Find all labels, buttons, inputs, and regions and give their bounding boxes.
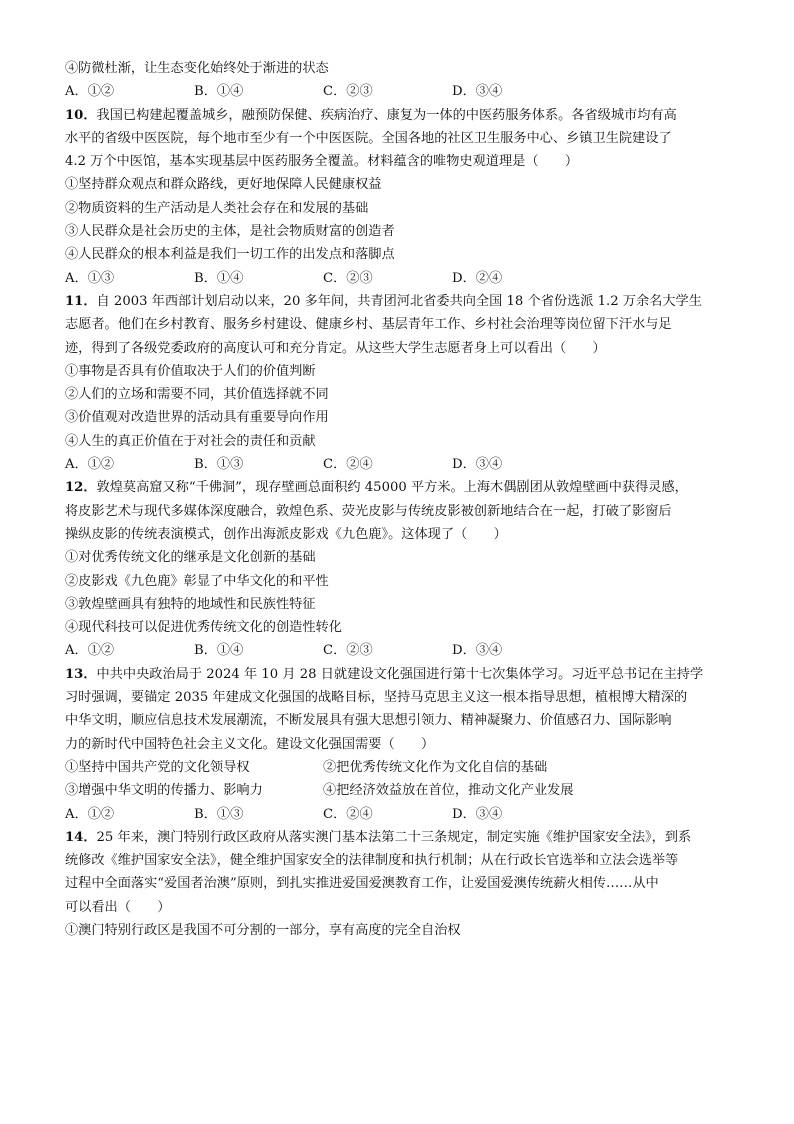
q13-item-3: ③增强中华文明的传播力、影响力 [65, 783, 263, 799]
q10-item-3: ③人民群众是社会历史的主体，是社会物质财富的创造者 [65, 224, 395, 240]
q11-option-a[interactable]: A．①② [65, 457, 115, 473]
q12-item-2: ②皮影戏《九色鹿》彰显了中华文化的和平性 [65, 573, 329, 589]
q10-options [65, 267, 737, 290]
q10-stem-line-1: 10．我国已构建起覆盖城乡，融预防保健、疾病治疗、康复为一体的中医药服务体系。各省级城市均有高 [65, 107, 677, 123]
q14-item-1: ①澳门特别行政区是我国不可分割的一部分，享有高度的完全自治权 [65, 922, 461, 938]
q13-items-row-2 [65, 779, 737, 802]
q13-stem-line-2: 习时强调，要锚定 2035 年建成文化强国的战略目标，坚持马克思主义这一根本指导思想，植根博大精深的 [65, 690, 688, 706]
q13-item-1: ①坚持中国共产党的文化领导权 [65, 759, 250, 775]
q13-stem-line-4: 力的新时代中国特色社会主义文化。建设文化强国需要（ ） [65, 736, 435, 752]
q10-item-2: ②物质资料的生产活动是人类社会存在和发展的基础 [65, 200, 369, 216]
q11-number: 11． [65, 293, 97, 309]
q12-item-3: ③敦煌壁画具有独特的地域性和民族性特征 [65, 596, 316, 612]
q10-number: 10． [65, 107, 97, 123]
q10-item-4: ④人民群众的根本利益是我们一切工作的出发点和落脚点 [65, 247, 395, 263]
q10-stem-line-2: 水平的省级中医医院，每个地市至少有一个中医医院。全国各地的社区卫生服务中心、乡镇卫生院建设了 [65, 130, 672, 146]
q13-option-a[interactable]: A．①② [65, 806, 115, 822]
q13-number: 13． [65, 666, 97, 682]
q11-option-b[interactable]: B．①③ [194, 457, 244, 473]
q13-item-4: ④把经济效益放在首位，推动文化产业发展 [323, 783, 574, 799]
q14-number: 14． [65, 829, 97, 845]
q9-option-c[interactable]: C．②③ [323, 84, 373, 100]
q9-item-4: ④防微杜渐，让生态变化始终处于渐进的状态 [65, 61, 329, 76]
q12-option-c[interactable]: C．②③ [323, 643, 373, 659]
q9-option-d[interactable]: D．③④ [452, 84, 503, 100]
q10-option-c[interactable]: C．②③ [323, 270, 373, 286]
q12-stem-line-2: 将皮影艺术与现代多媒体深度融合，敦煌色系、荧光皮影与传统皮影被创新地结合在一起，打破了影窗后 [65, 503, 672, 519]
q12-options [65, 639, 737, 662]
q11-option-d[interactable]: D．③④ [452, 457, 503, 473]
q12-stem-line-3: 操纵皮影的传统表演模式，创作出海派皮影戏《九色鹿》。这体现了（ ） [65, 526, 507, 542]
q12-stem-line-1: 12．敦煌莫高窟又称“千佛洞”，现存壁画总面积约 45000 平方米。上海木偶剧团从敦煌壁画中获得灵感， [65, 480, 688, 496]
q9-option-a[interactable]: A．①② [65, 84, 115, 100]
q14-stem-line-3: 过程中全面落实“爱国者治澳”原则，到扎实推进爱国爱澳教育工作，让爱国爱澳传统薪火相传……从中 [65, 876, 659, 892]
q11-stem-line-3: 迹，得到了各级党委政府的高度认可和充分肯定。从这些大学生志愿者身上可以看出（ ） [65, 340, 606, 356]
q9-options [65, 80, 737, 103]
q11-item-4: ④人生的真正价值在于对社会的责任和贡献 [65, 433, 316, 449]
q13-option-c[interactable]: C．②④ [323, 806, 373, 822]
q11-option-c[interactable]: C．②④ [323, 457, 373, 473]
q11-stem-line-1: 11．自 2003 年西部计划启动以来，20 多年间，共青团河北省委共向全国 18 个省份选派 1.2 万余名大学生 [65, 293, 702, 309]
q11-item-3: ③价值观对改造世界的活动具有重要导向作用 [65, 410, 329, 426]
q11-options [65, 453, 737, 476]
q13-option-b[interactable]: B．①③ [194, 806, 244, 822]
q12-item-1: ①对优秀传统文化的继承是文化创新的基础 [65, 550, 316, 566]
q14-stem-line-4: 可以看出（ ） [65, 899, 171, 915]
q10-stem-line-3: 4.2 万个中医馆，基本实现基层中医药服务全覆盖。材料蕴含的唯物史观道理是（ ） [65, 154, 579, 170]
q13-stem-line-3: 中华文明，顺应信息技术发展潮流，不断发展具有强大思想引领力、精神凝聚力、价值感召力、国际影响 [65, 713, 672, 729]
q10-option-b[interactable]: B．①④ [194, 270, 244, 286]
q13-option-d[interactable]: D．③④ [452, 806, 503, 822]
q13-items-row-1 [65, 756, 737, 779]
q9-option-b[interactable]: B．①④ [194, 84, 244, 100]
q12-option-a[interactable]: A．①② [65, 643, 115, 659]
q11-stem-line-2: 志愿者。他们在乡村教育、服务乡村建设、健康乡村、基层青年工作、乡村社会治理等岗位留下汗水与足 [65, 317, 672, 333]
q13-options [65, 803, 737, 826]
q13-item-2: ②把优秀传统文化作为文化自信的基础 [323, 759, 548, 775]
q14-stem-line-1: 14．25 年来，澳门特别行政区政府从落实澳门基本法第二十三条规定，制定实施《维护国家安全法》，到系 [65, 829, 692, 845]
exam-page [65, 57, 737, 942]
q12-option-b[interactable]: B．①④ [194, 643, 244, 659]
q10-item-1: ①坚持群众观点和群众路线，更好地保障人民健康权益 [65, 177, 382, 193]
q12-number: 12． [65, 480, 97, 496]
q11-item-1: ①事物是否具有价值取决于人们的价值判断 [65, 363, 316, 379]
q11-item-2: ②人们的立场和需要不同，其价值选择就不同 [65, 387, 329, 403]
q10-option-a[interactable]: A．①③ [65, 270, 115, 286]
q13-stem-line-1: 13．中共中央政治局于 2024 年 10 月 28 日就建设文化强国进行第十七次集体学习。习近平总书记在主持学 [65, 666, 704, 682]
q12-item-4: ④现代科技可以促进优秀传统文化的创造性转化 [65, 620, 342, 636]
q14-stem-line-2: 统修改《维护国家安全法》，健全维护国家安全的法律制度和执行机制；从在行政长官选举和立法会选举等 [65, 853, 679, 869]
q10-option-d[interactable]: D．②④ [452, 270, 503, 286]
q12-option-d[interactable]: D．③④ [452, 643, 503, 659]
